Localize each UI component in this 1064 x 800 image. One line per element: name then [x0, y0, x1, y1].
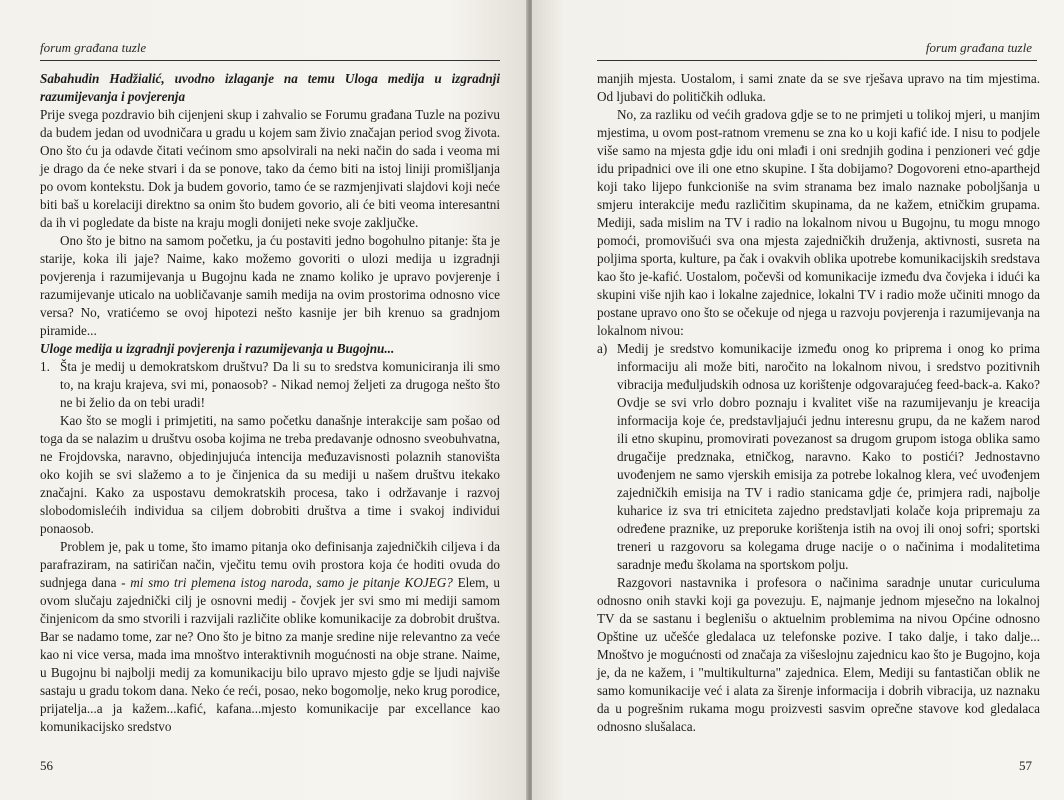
- item-marker: 1.: [40, 359, 50, 374]
- section-heading: Uloge medija u izgradnji povjerenja i razumijevanja u Bugojnu...: [40, 341, 395, 356]
- paragraph: No, za razliku od većih gradova gdje se to ne primjeti u tolikoj mjeri, u manjim mjestima, u ovom post-ratnom vremenu se zna ko u koji kafić ide. I nisu to podjele više samo na mjesta gdje idu oni mlađi i oni srednjih godina i penzioneri već gdje idu pripadnici ove ili one etno skupine. I šta dobijamo? Dogovoreni etno-aparthejd koji tako lijepo funkcioniše na svim stranama bez imalo naznake poboljšanja u smjeru interakcije među različitim skupinama, da ne kažem, etničkim grupama. Mediji, sada mislim na TV i radio na lokalnom nivou u Bugojnu, tu mogu mnogo pomoći, promovišući sva ona mjesta zajedničkih druženja, aktivnosti, susreta na poljima sporta, kulture, pa čak i ovakvih oblika upotrebe komunikacijskih sredstava kao što je-kafić. Uostalom, počevši od komunikacije između dva čovjeka i idući ka skupini više njih kao i lokalne zajednice, lokalni TV i radio može učiniti mnogo da postane upravo ono što se očekuje od njega u razvoju povjerenja i razumijevanja na lokalnom nivou:: [597, 107, 1040, 338]
- paragraph: manjih mjesta. Uostalom, i sami znate da se sve rješava upravo na tim mjestima. Od ljubavi do političkih odluka.: [597, 71, 1040, 104]
- paragraph: Ono što je bitno na samom početku, ja ću postaviti jedno bogohulno pitanje: šta je starije, koka ili jaje? Naime, kako možemo govoriti o ulozi medija u izgradnji povjerenja i razumijevanja u Bugojnu kada ne znamo koliko je upravo povjerenje i razumijevanje uticalo na uobličavanje samih medija na ovim prostorima odnosno vice versa? No, vratićemo se ovoj hipotezi nešto kasnije jer bih krenuo sa gradnjom piramide...: [40, 233, 500, 338]
- header-rule: [597, 60, 1037, 61]
- left-page: [0, 0, 528, 800]
- numbered-item: [40, 358, 500, 412]
- paragraph: [40, 538, 500, 736]
- article-heading: Sabahudin Hadžialić, uvodno izlaganje na temu Uloga medija u izgradnji razumijevanja i povjerenja: [40, 71, 500, 104]
- lettered-item: [597, 340, 1040, 574]
- page-number: 57: [1019, 758, 1032, 773]
- text-run: Elem, u ovom slučaju zajednički cilj je osnovni medij - čovjek jer svi smo mi mediji samom činjenicom da smo stvorili i razvijali različite oblike komunikacije za dobrobit društva. Bar se nadamo tome, zar ne? Ono što je bitno za manje sredine nije relevantno za veće kao ni vice versa, mada ima mnoštvo interaktivnih mogućnosti na obje strane. Naime, u Bugojnu bi najbolji medij za komunikaciju bilo upravo mjesto gdje se ljudi najviše sastaju u gradu tokom dana. Neko će reći, posao, neko bogomolje, neko krug porodice, prijatelja...a ja kažem...kafić, kafana...mjesto komunikacije par excellance kao komunikacijsko sredstvo: [40, 575, 500, 734]
- italic-quote: mi smo tri plemena istog naroda, samo je pitanje KOJEG?: [130, 575, 453, 590]
- running-header: forum građana tuzle: [925, 40, 1032, 55]
- running-header: forum građana tuzle: [40, 40, 147, 55]
- item-marker: a): [597, 341, 608, 356]
- text-run: Problem je, pak u tome, što imamo pitanja oko definisanja zajedničkih ciljeva i da parafraziram, na satiričan način, vječitu temu ovih prostora koja će hoditi ovuda do sudnjega dana -: [40, 539, 500, 590]
- header-rule: [40, 60, 500, 61]
- paragraph: Razgovori nastavnika i profesora o načinima saradnje unutar curiculuma odnosno onih stavki koji ga povezuju. E, najmanje jednom mjesečno na lokalnoj TV da se sastanu i beglenišu o aktuelnim problemima na nivou Općine odnosno Opštine uz učešće gledalaca uz telefonske pozive. I tako dalje, i tako dalje... Mnoštvo je mogućnosti od značaja za višeslojnu zajednicu kao što je Bugojno, koja je, da ne kažem, i "multikulturna" zajednica. Elem, Mediji su fantastičan oblik ne samo komunikacije već i alata za širenje informacija i dobrih vibracija, uz naznaku da u pogrešnim rukama mogu proizvesti sasvim oprečne stavove kod gledalaca odnosno slušalaca.: [597, 575, 1040, 734]
- item-text: Šta je medij u demokratskom društvu? Da li su to sredstva komuniciranja ili smo to, na kraju krajeva, svi mi, ponaosob? - Nikad nemoj željeti za drugoga nešto što ne bi želio da on tebi uradi!: [60, 359, 500, 410]
- page-body: [597, 70, 1040, 736]
- paragraph: Kao što se mogli i primjetiti, na samo početku današnje interakcije sam pošao od toga da se nalazim u društvu osoba kojima ne treba predavanje odnosno sveobuhvatna, ne Frojdovska, naravno, objedinjujuća intencija međuzavisnosti polaznih stanovišta oko kojih se svi slažemo a to je činjenica da su mediji u našem društvu itekako značajni. Kako za uspostavu demokratskih procesa, tako i održavanje i razvoj slobodomislećih individua sa ciljem dobrobiti društva a time i svakoj individui ponaosob.: [40, 413, 500, 536]
- page-number: 56: [40, 758, 53, 773]
- right-page: [532, 0, 1064, 800]
- page-body: [40, 70, 500, 736]
- item-text: Medij je sredstvo komunikacije između onog ko priprema i onog ko prima informaciju ali može biti, naročito na lokalnom nivou, i sredstvo pozitivnih vibracija međuljudskih odnosa uz korištenje odgovarajućeg feed-back-a. Kako? Ovdje se svi vrlo dobro poznaju i kvalitet više na razumijevanju je kreacija informacija koje će, predstavljajući jednu interesnu grupu, da ne kažem narod ili etno skupinu, promovirati povezanost sa drugom grupom istoga oblika samo drugačije predznaka, etničkog, naravno. Kako to postići? Jednostavno uvođenjem ne samo vjerskih emisija za potrebe lokalnog klera, već uvođenjem zajedničkih emisija na TV i radio stanicama gdje će, primjera radi, najbolje kuharice iz sva tri etniciteta zajedno predstavljati kolače koja pripremaju za određene praznike, uz preporuke korištenja istih na ovoj ili onoj sofri; sportski treneri u razgovoru sa kolegama druge nacije o o načinima i modalitetima saradnje među školama na sportskom polju.: [617, 341, 1040, 572]
- paragraph: Prije svega pozdravio bih cijenjeni skup i zahvalio se Forumu građana Tuzle na pozivu da budem jedan od uvodničara u gradu u kojem sam živio značajan period svog života. Ono što ću ja odavde čitati većinom smo apsolvirali na neki način do sada i veoma mi je drago da će neke stvari i da se ponove, tako da ćemo biti na istoj liniji promišljanja po ovom kontekstu. Dok ja budem govorio, tamo će se razmjenjivati slajdovi koji neće biti baš u korelaciji direktno sa onim što budem govorio, ali će biti veoma interesantni da ih vi pogledate da biste na kraju mogli donijeti neke svoje zaključke.: [40, 107, 500, 230]
